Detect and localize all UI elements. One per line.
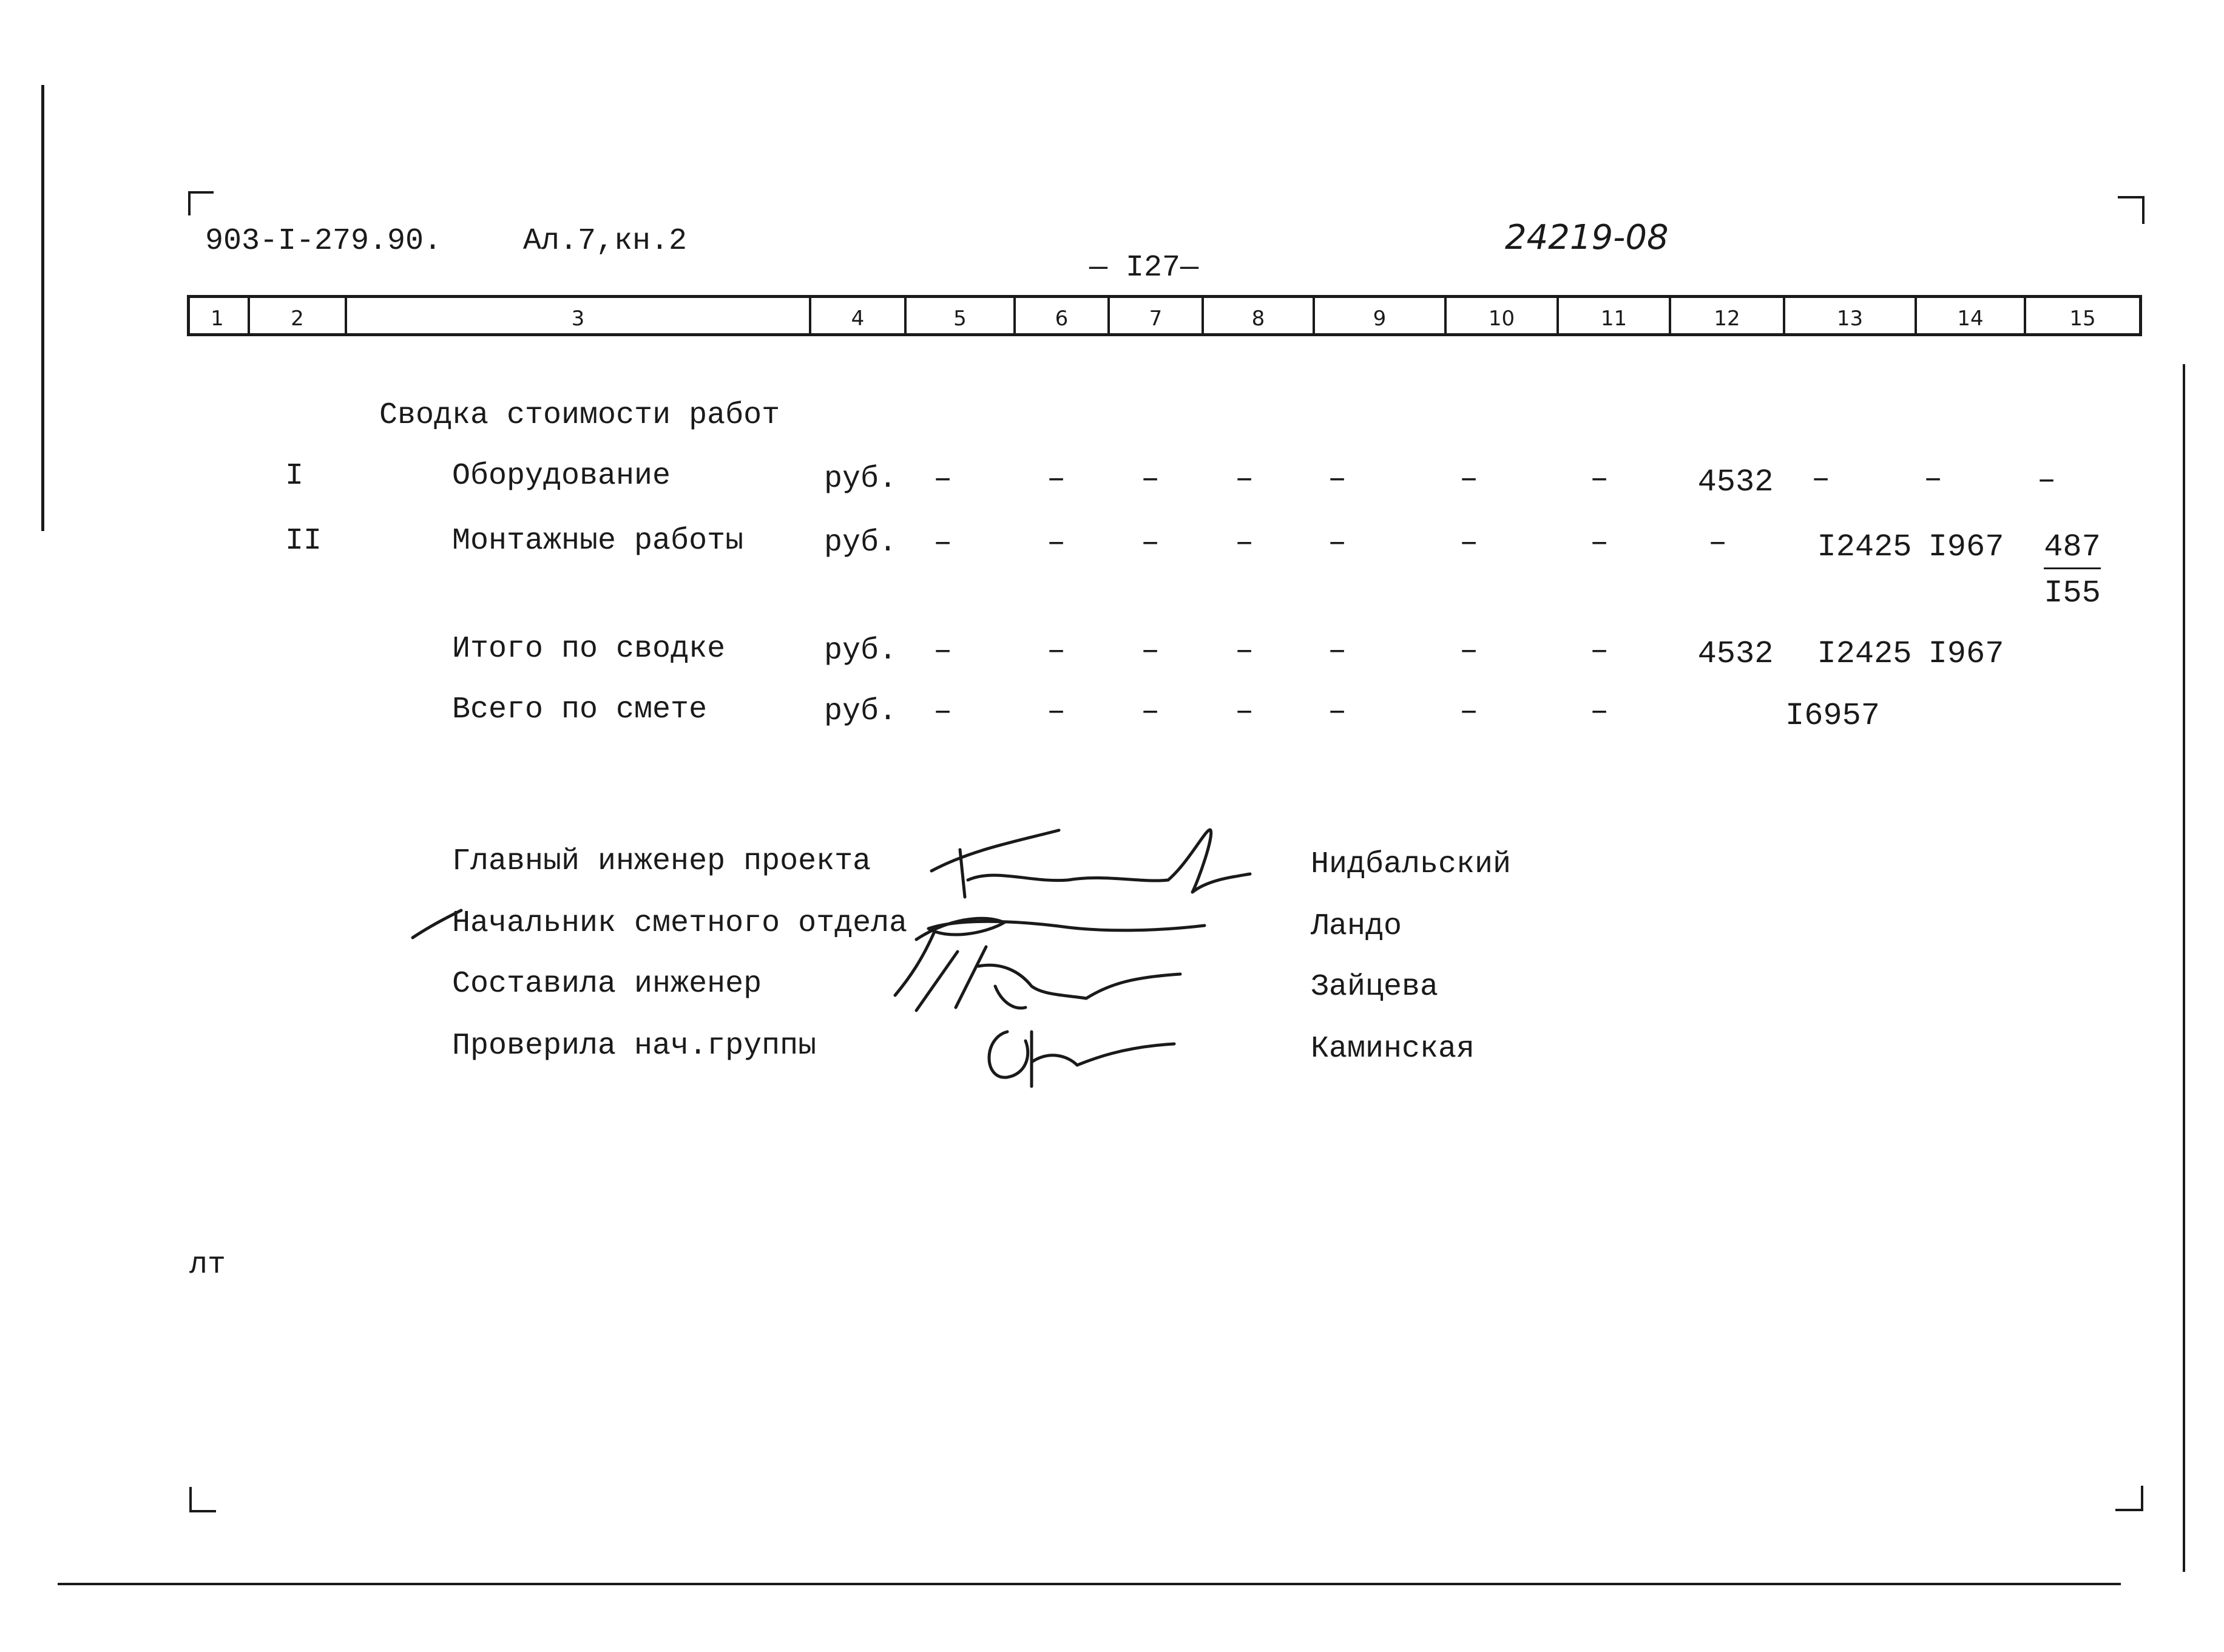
empty-cell-dash: – xyxy=(1141,525,1160,561)
row-unit: руб. xyxy=(824,526,897,560)
row-name: Всего по смете xyxy=(452,692,708,727)
row-number: I xyxy=(285,459,304,493)
signature-name: Ландо xyxy=(1311,909,1402,944)
signature-role: Начальник сметного отдела xyxy=(452,906,908,941)
empty-cell-dash: – xyxy=(1235,694,1254,730)
empty-cell-dash: – xyxy=(1459,525,1479,561)
row-name: Итого по сводке xyxy=(452,632,726,666)
empty-cell-dash: – xyxy=(933,525,953,561)
album-reference: Ал.7,кн.2 xyxy=(523,224,688,259)
empty-cell-dash: – xyxy=(1459,461,1479,497)
signature-role: Главный инженер проекта xyxy=(452,844,871,879)
empty-cell-dash: – xyxy=(933,461,953,497)
column-number: 2 xyxy=(291,306,304,331)
row-col14-value: I967 xyxy=(1928,636,2004,672)
empty-cell-dash: – xyxy=(1459,694,1479,730)
signature-role: Проверила нач.группы xyxy=(452,1029,817,1063)
row-col12-value: 4532 xyxy=(1697,464,1774,500)
column-number: 9 xyxy=(1373,306,1387,331)
row-col13-value: I2425 xyxy=(1817,636,1912,672)
row-unit: руб. xyxy=(824,462,897,496)
row-col12-value: 4532 xyxy=(1697,636,1774,672)
row-col15-denominator: I55 xyxy=(2044,575,2101,611)
empty-cell-dash: – xyxy=(1047,694,1066,730)
empty-cell-dash: – xyxy=(1328,694,1347,730)
row-unit: руб. xyxy=(824,634,897,668)
signature-name: Нидбальский xyxy=(1311,847,1512,882)
signature-name: Зайцева xyxy=(1311,970,1439,1004)
inventory-number: 24219-08 xyxy=(1505,218,1669,257)
empty-cell-dash: – xyxy=(1590,461,1609,497)
row-col12-value: – xyxy=(1708,525,1728,561)
column-number: 4 xyxy=(851,306,865,331)
empty-cell-dash: – xyxy=(1141,694,1160,730)
row-name: Монтажные работы xyxy=(452,524,744,558)
row-col15-value: – xyxy=(2037,462,2057,498)
empty-cell-dash: – xyxy=(1047,525,1066,561)
row-unit: руб. xyxy=(824,694,897,729)
column-number: 11 xyxy=(1600,306,1627,331)
empty-cell-dash: – xyxy=(1590,525,1609,561)
row-col14-value: I967 xyxy=(1928,529,2004,565)
column-number: 14 xyxy=(1957,306,1984,331)
page-number: — I27— xyxy=(1089,251,1199,285)
column-number: 10 xyxy=(1488,306,1515,331)
row-col13-value: – xyxy=(1811,461,1831,497)
empty-cell-dash: – xyxy=(1235,633,1254,669)
document-code: 903-I-279.90. xyxy=(205,224,442,259)
empty-cell-dash: – xyxy=(1047,633,1066,669)
column-number: 13 xyxy=(1836,306,1864,331)
column-number: 3 xyxy=(571,306,585,331)
empty-cell-dash: – xyxy=(1590,694,1609,730)
column-number: 5 xyxy=(953,306,967,331)
empty-cell-dash: – xyxy=(1047,461,1066,497)
row-col15-numerator: 487 xyxy=(2044,529,2101,565)
row-col13-value: I2425 xyxy=(1817,529,1912,565)
empty-cell-dash: – xyxy=(1590,633,1609,669)
empty-cell-dash: – xyxy=(1459,633,1479,669)
empty-cell-dash: – xyxy=(1328,633,1347,669)
empty-cell-dash: – xyxy=(1235,525,1254,561)
empty-cell-dash: – xyxy=(1235,461,1254,497)
row-col14-value: – xyxy=(1924,461,1943,497)
row-number: II xyxy=(285,524,322,558)
empty-cell-dash: – xyxy=(1328,461,1347,497)
summary-title: Сводка стоимости работ xyxy=(379,398,780,433)
column-number: 7 xyxy=(1149,306,1163,331)
column-number: 1 xyxy=(211,306,224,331)
column-number: 15 xyxy=(2069,306,2096,331)
column-number: 8 xyxy=(1251,306,1265,331)
signature-name: Каминская xyxy=(1311,1032,1475,1066)
grand-total-value: I6957 xyxy=(1785,698,1881,734)
empty-cell-dash: – xyxy=(1141,461,1160,497)
empty-cell-dash: – xyxy=(933,694,953,730)
footer-mark: лт xyxy=(189,1248,226,1282)
empty-cell-dash: – xyxy=(1328,525,1347,561)
empty-cell-dash: – xyxy=(1141,633,1160,669)
signature-role: Составила инженер xyxy=(452,967,762,1001)
column-number: 6 xyxy=(1055,306,1069,331)
column-number: 12 xyxy=(1714,306,1740,331)
row-name: Оборудование xyxy=(452,459,671,493)
empty-cell-dash: – xyxy=(933,633,953,669)
